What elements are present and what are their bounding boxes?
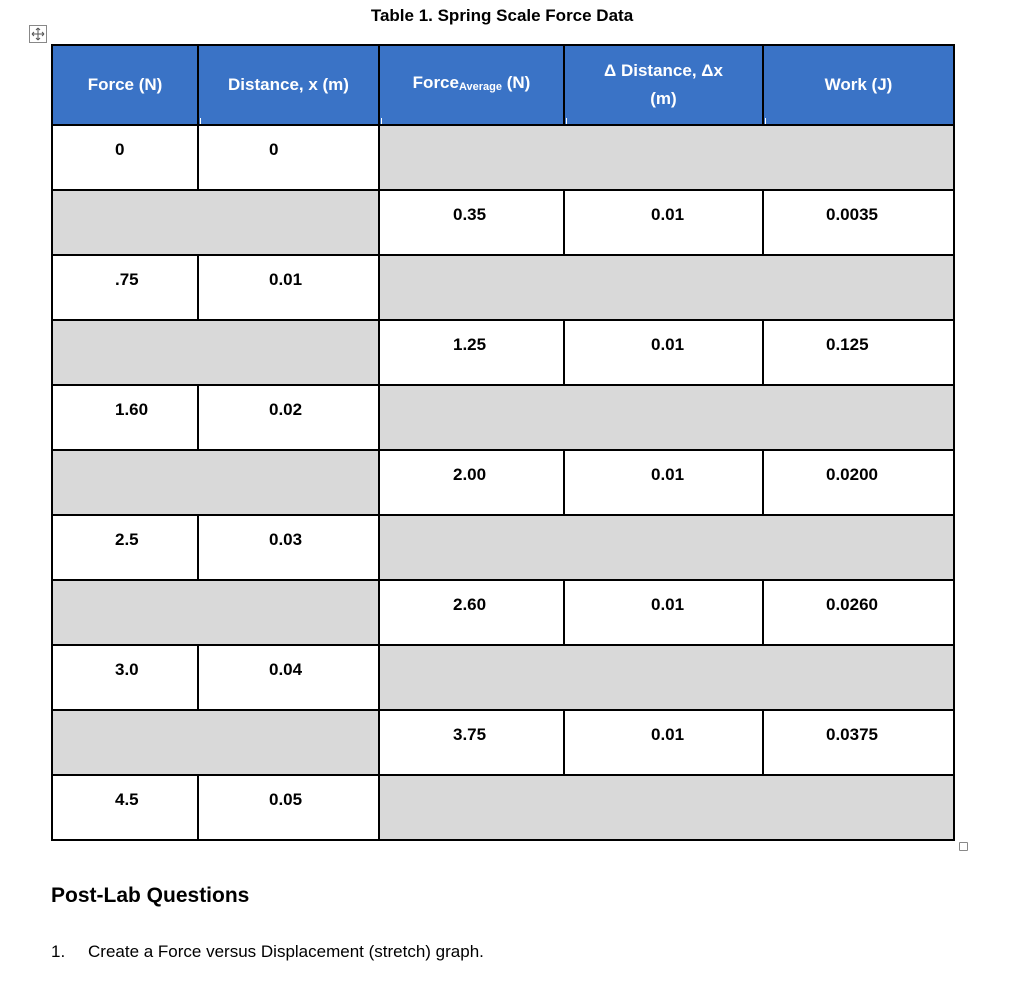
force-cell[interactable]: .75 — [52, 255, 198, 320]
distance-cell[interactable]: 0.04 — [198, 645, 379, 710]
table-row — [52, 190, 954, 255]
force-cell[interactable]: 4.5 — [52, 775, 198, 840]
table-row — [52, 580, 954, 645]
work-cell[interactable]: 0.125 — [763, 320, 954, 385]
shaded-cell — [379, 125, 954, 190]
force-average-cell[interactable]: 1.25 — [379, 320, 564, 385]
question-item — [51, 941, 484, 963]
header-force-average: ForceAverage (N) — [379, 45, 564, 125]
distance-cell[interactable]: 0.05 — [198, 775, 379, 840]
force-average-cell[interactable]: 2.00 — [379, 450, 564, 515]
shaded-cell — [379, 515, 954, 580]
table-row — [52, 645, 954, 710]
question-text: Create a Force versus Displacement (stretch) graph. — [88, 942, 484, 961]
work-cell[interactable]: 0.0375 — [763, 710, 954, 775]
force-cell[interactable]: 1.60 — [52, 385, 198, 450]
work-cell[interactable]: 0.0200 — [763, 450, 954, 515]
distance-cell[interactable]: 0 — [198, 125, 379, 190]
table-row — [52, 255, 954, 320]
force-average-cell[interactable]: 0.35 — [379, 190, 564, 255]
force-average-cell[interactable]: 2.60 — [379, 580, 564, 645]
header-force: Force (N) — [52, 45, 198, 125]
table-row — [52, 320, 954, 385]
shaded-cell — [52, 320, 379, 385]
shaded-cell — [379, 775, 954, 840]
shaded-cell — [52, 190, 379, 255]
delta-distance-cell[interactable]: 0.01 — [564, 190, 763, 255]
table-row — [52, 450, 954, 515]
work-cell[interactable]: 0.0260 — [763, 580, 954, 645]
shaded-cell — [52, 450, 379, 515]
distance-cell[interactable]: 0.03 — [198, 515, 379, 580]
force-average-cell[interactable]: 3.75 — [379, 710, 564, 775]
question-number: 1. — [51, 942, 66, 961]
delta-distance-cell[interactable]: 0.01 — [564, 320, 763, 385]
table-row — [52, 775, 954, 840]
table-row — [52, 385, 954, 450]
force-cell[interactable]: 2.5 — [52, 515, 198, 580]
table-move-icon — [31, 27, 45, 41]
table-row — [52, 125, 954, 190]
shaded-cell — [52, 710, 379, 775]
force-cell[interactable]: 3.0 — [52, 645, 198, 710]
header-work: Work (J) — [763, 45, 954, 125]
table-row — [52, 710, 954, 775]
shaded-cell — [52, 580, 379, 645]
table-title: Table 1. Spring Scale Force Data — [370, 6, 634, 25]
header-delta-distance: Δ Distance, Δx (m) — [564, 45, 763, 125]
header-distance: Distance, x (m) — [198, 45, 379, 125]
spring-force-table — [51, 44, 955, 841]
delta-distance-cell[interactable]: 0.01 — [564, 710, 763, 775]
table-resize-icon[interactable] — [959, 842, 968, 851]
table-header-row — [52, 45, 954, 125]
post-lab-heading: Post-Lab Questions — [51, 884, 250, 907]
shaded-cell — [379, 255, 954, 320]
delta-distance-cell[interactable]: 0.01 — [564, 580, 763, 645]
delta-distance-cell[interactable]: 0.01 — [564, 450, 763, 515]
distance-cell[interactable]: 0.01 — [198, 255, 379, 320]
force-cell[interactable]: 0 — [52, 125, 198, 190]
shaded-cell — [379, 385, 954, 450]
shaded-cell — [379, 645, 954, 710]
table-move-handle[interactable] — [29, 25, 47, 43]
distance-cell[interactable]: 0.02 — [198, 385, 379, 450]
work-cell[interactable]: 0.0035 — [763, 190, 954, 255]
table-row — [52, 515, 954, 580]
